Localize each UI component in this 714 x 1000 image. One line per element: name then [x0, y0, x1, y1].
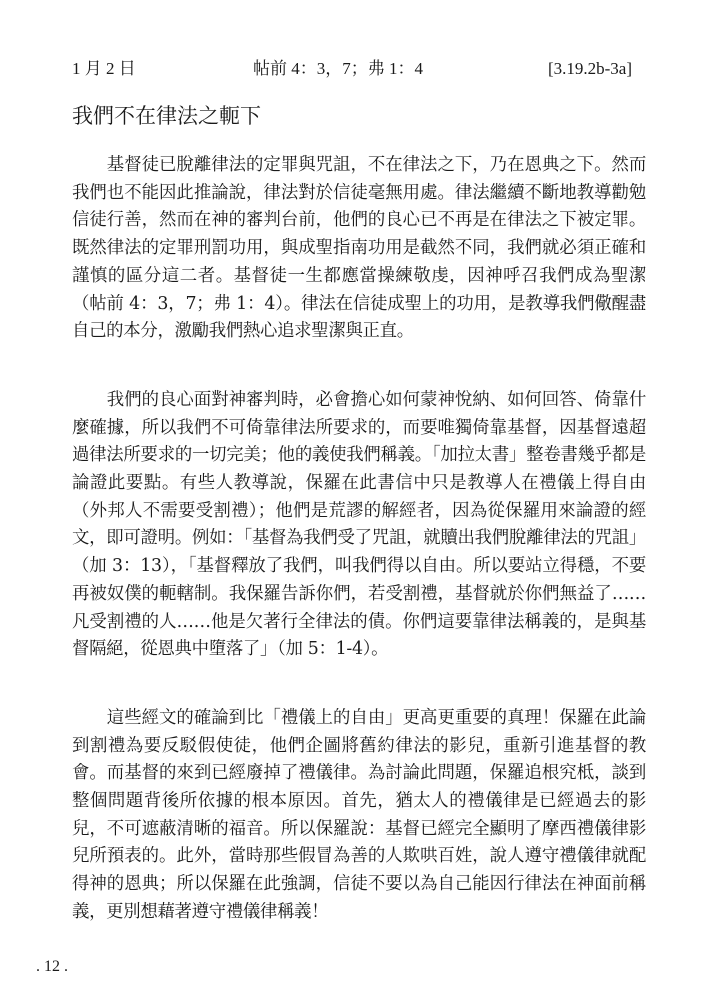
page-header: [72, 57, 632, 81]
article-body: [72, 152, 646, 968]
source-reference: [3.19.2b-3a]: [547, 59, 632, 78]
paragraph: 我們的良心面對神審判時，必會擔心如何蒙神悅納、如何回答、倚靠什麼確據，所以我們不可倚靠律法所要求的，而要唯獨倚靠基督，因基督遠超過律法所要求的一切完美；他的義使我們稱義。「加拉太書」整卷書幾乎都是論證此要點。有些人教導說，保羅在此書信中只是教導人在禮儀上得自由（外邦人不需要受割禮）；他們是荒謬的解經者，因為從保羅用來論證的經文，即可證明。例如：「基督為我們受了咒詛，就贖出我們脫離律法的咒詛」（加 3：13），「基督釋放了我們，叫我們得以自由。所以要站立得穩，不要再被奴僕的軛轄制。我保羅告訴你們，若受割禮，基督就於你們無益了……凡受割禮的人……他是欠著行全律法的債。你們這要靠律法稱義的，是與基督隔絕，從恩典中墮落了」（加 5：1-4）。: [72, 389, 646, 660]
page-title: 我們不在律法之軛下: [72, 104, 261, 128]
page-number: . 12 .: [36, 958, 68, 975]
scripture-references: 帖前 4：3，7；弗 1：4: [253, 59, 423, 78]
reading-date: 1 月 2 日: [72, 59, 136, 78]
paragraph: 這些經文的確論到比「禮儀上的自由」更高更重要的真理！保羅在此論到割禮為要反駁假使徒，他們企圖將舊約律法的影兒，重新引進基督的教會。而基督的來到已經廢掉了禮儀律。為討論此問題，保羅追根究柢，談到整個問題背後所依據的根本原因。首先，猶太人的禮儀律是已經過去的影兒，不可遮蔽清晰的福音。所以保羅說：基督已經完全顯明了摩西禮儀律影兒所預表的。此外，當時那些假冒為善的人欺哄百姓，說人遵守禮儀律就配得神的恩典；所以保羅在此強調，信徒不要以為自己能因行律法在神面前稱義，更別想藉著遵守禮儀律稱義！: [72, 707, 646, 922]
paragraph: 基督徒已脫離律法的定罪與咒詛，不在律法之下，乃在恩典之下。然而我們也不能因此推論說，律法對於信徒毫無用處。律法繼續不斷地教導勸勉信徒行善，然而在神的審判台前，他們的良心已不再是在律法之下被定罪。既然律法的定罪刑罰功用，與成聖指南功用是截然不同，我們就必須正確和謹慎的區分這二者。基督徒一生都應當操練敬虔，因神呼召我們成為聖潔（帖前 4：3，7；弗 1：4）。律法在信徒成聖上的功用，是教導我們儆醒盡自己的本分，激勵我們熱心追求聖潔與正直。: [72, 155, 646, 342]
